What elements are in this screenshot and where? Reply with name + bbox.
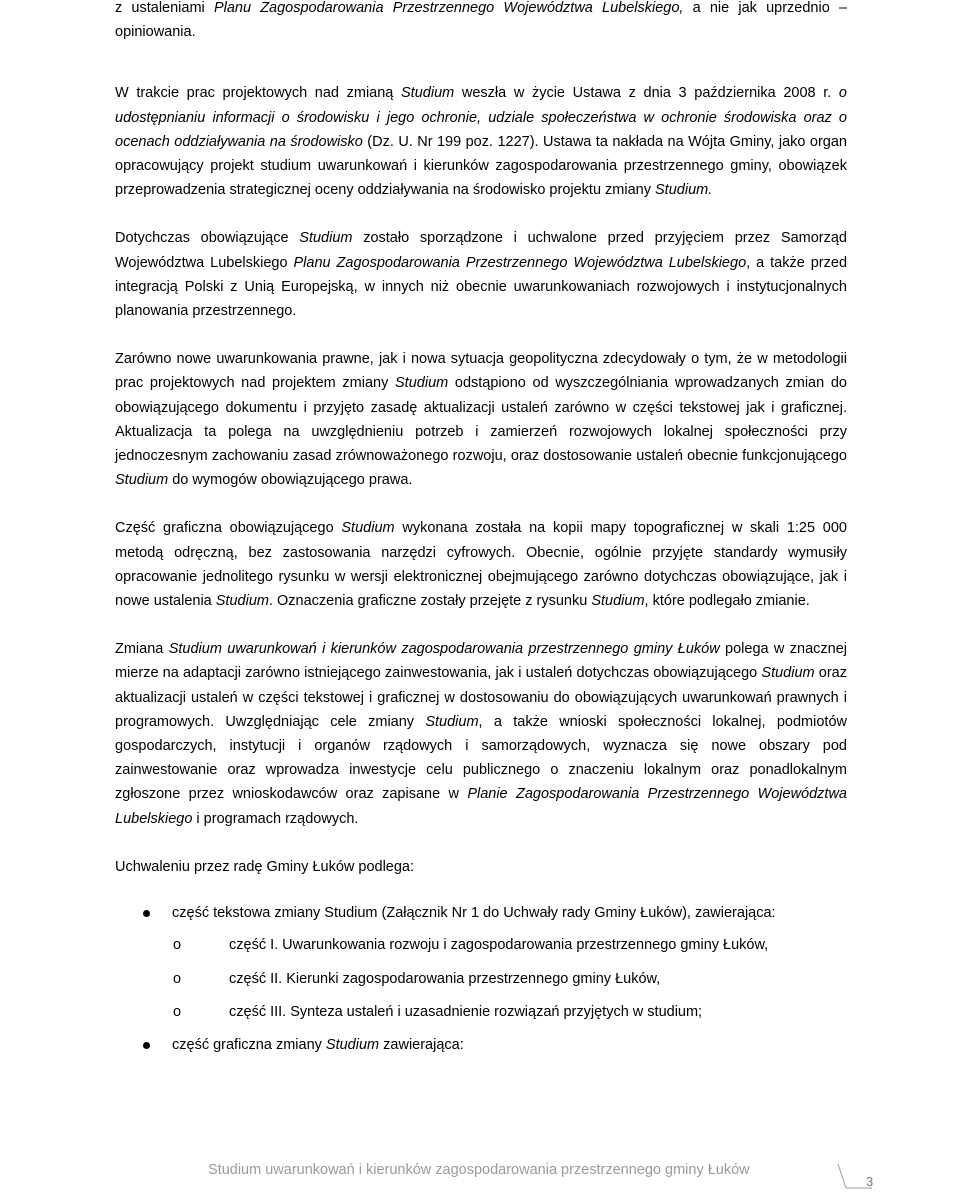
text: Zarówno nowe uwarunkowania prawne, jak i nowa sytuacja geopolityczna zdecydowały o tym, że w metodologii prac projektowych nad projektem zmiany	[115, 351, 847, 392]
text: wykonana została na kopii mapy topograficznej w skali 1:25 000 metodą odręczną, bez zastosowania narzędzi cyfrowych. Obecnie, ogólnie przyjęte standardy wymusiły opracowanie jednolitego rysunku w wersji elektronicznej obejmującego zarówno dotychczas obowiązujące, jak i nowe ustalenia	[115, 520, 847, 610]
text: , a także przed integracją Polski z Unią Europejską, w innych niż obecnie uwarunkowaniach rozwojowych i instytucjonalnych planowania przestrzennego.	[115, 254, 848, 320]
list-item	[115, 1033, 847, 1057]
paragraph-6: Uchwaleniu przez radę Gminy Łuków podlega:	[115, 858, 415, 875]
paragraph-0	[115, 0, 847, 44]
paragraph-1	[115, 81, 847, 202]
text: oraz aktualizacji ustaleń w części tekstowej i graficznej w dostosowaniu do obowiązujących uwarunkowań prawnych i programowych. Uwzględniając cele zmiany	[115, 665, 847, 730]
text: z ustaleniami	[115, 0, 214, 16]
list-item-text: część tekstowa zmiany Studium (Załącznik Nr 1 do Uchwały rady Gminy Łuków), zawierająca:	[172, 905, 776, 922]
list-item-text-italic: Studium	[325, 1036, 380, 1053]
paragraph-2	[115, 226, 847, 323]
sub-list-item-text: część III. Synteza ustaleń i uzasadnienie rozwiązań przyjętych w studium;	[229, 1003, 703, 1020]
paragraph-3	[115, 347, 847, 492]
text-italic: Studium	[761, 665, 815, 682]
text: zostało sporządzone i uchwalone przed przyjęciem przez Samorząd Województwa Lubelskiego	[115, 230, 847, 271]
sub-list-item	[115, 933, 847, 957]
document-body	[115, 0, 847, 1057]
page-number: 3	[866, 1174, 874, 1189]
text-italic: Studium.	[655, 182, 713, 199]
sub-list-item	[115, 967, 847, 991]
bullet-icon	[143, 1042, 150, 1049]
text: W trakcie prac projektowych nad zmianą	[115, 85, 402, 102]
text: do wymogów obowiązującego prawa.	[168, 472, 413, 489]
sub-list-item	[115, 1000, 847, 1024]
text-italic: Planu Zagospodarowania Przestrzennego Województwa Lubelskiego	[293, 254, 747, 271]
circle-bullet-icon: o	[173, 1003, 182, 1020]
sub-list-item-text: część I. Uwarunkowania rozwoju i zagospodarowania przestrzennego gminy Łuków,	[229, 937, 769, 954]
text: Dotychczas obowiązujące	[115, 230, 300, 247]
bullet-list	[115, 901, 847, 1057]
circle-bullet-icon: o	[173, 937, 182, 954]
text-italic: Studium	[215, 593, 269, 610]
text: Część graficzna obowiązującego	[115, 520, 342, 537]
text-italic: o udostępnianiu informacji o środowisku i jego ochronie, udziale społeczeństwa w ochronie środowiska oraz o ocenach oddziaływania na środowisko	[115, 85, 847, 150]
text: , a także wnioski społeczności lokalnej, podmiotów gospodarczych, instytucji i organów rządowych i samorządowych, wyznacza się nowe obszary pod zainwestowanie oraz wprowadza inwestycje celu publicznego o znaczeniu lokalnym oraz ponadlokalnym zgłoszone przez wnioskodawców oraz zapisane w	[115, 713, 847, 803]
text: i programach rządowych.	[192, 810, 359, 827]
text: odstąpiono od wyszczególniania wprowadzanych zmian do obowiązującego dokumentu i przyjęto zasadę aktualizacji ustaleń zarówno w części tekstowej jak i graficznej. Aktualizacja ta polega na uwzględnieniu potrzeb i zamierzeń rozwojowych lokalnej społeczności przy jednoczesnym zachowaniu zasad zrównoważonego rozwoju, oraz dostosowanie ustaleń obecnie funkcjonującego	[115, 375, 847, 465]
sub-list-item-text: część II. Kierunki zagospodarowania przestrzennego gminy Łuków,	[229, 970, 661, 987]
text: weszła w życie Ustawa z dnia 3 października 2008 r.	[454, 85, 839, 102]
page-footer: Studium uwarunkowań i kierunków zagospodarowania przestrzennego gminy Łuków	[208, 1162, 750, 1178]
text-italic: Studium	[591, 593, 645, 610]
text: . Oznaczenia graficzne zostały przejęte z rysunku	[268, 593, 592, 610]
paragraph-4	[115, 516, 847, 613]
list-item-text: zawierająca:	[379, 1036, 464, 1053]
text-italic: Studium uwarunkowań i kierunków zagospodarowania przestrzennego gminy Łuków	[168, 641, 720, 658]
list-item-text: część graficzna zmiany	[172, 1036, 326, 1053]
sub-list	[115, 933, 847, 1024]
text-italic: Studium	[401, 85, 455, 102]
text: , które podlegało zmianie.	[644, 593, 810, 610]
list-item	[115, 901, 847, 1024]
bullet-icon	[143, 910, 150, 917]
text: (Dz. U. Nr 199 poz. 1227). Ustawa ta nakłada na Wójta Gminy, jako organ opracowujący projekt studium uwarunkowań i kierunków zagospodarowania przestrzennego gminy, obowiązek przeprowadzenia strategicznej oceny oddziaływania na środowisko projektu zmiany	[115, 133, 848, 199]
text-italic: Studium	[341, 520, 395, 537]
text-italic: Planu Zagospodarowania Przestrzennego Województwa Lubelskiego,	[213, 0, 684, 16]
text: a nie jak uprzednio – opiniowania.	[115, 0, 847, 41]
text-italic: Studium	[299, 230, 353, 247]
text-italic: Studium	[425, 713, 479, 730]
text-italic: Studium	[115, 472, 169, 489]
text: polega w znacznej mierze na adaptacji zarówno istniejącego zainwestowania, jak i ustaleń dotychczas obowiązującego	[115, 641, 847, 682]
text-italic: Studium	[395, 375, 449, 392]
circle-bullet-icon: o	[173, 970, 182, 987]
text-italic: Planie Zagospodarowania Przestrzennego Województwa Lubelskiego	[115, 786, 847, 827]
text: Zmiana	[115, 641, 169, 658]
paragraph-5	[115, 637, 847, 831]
